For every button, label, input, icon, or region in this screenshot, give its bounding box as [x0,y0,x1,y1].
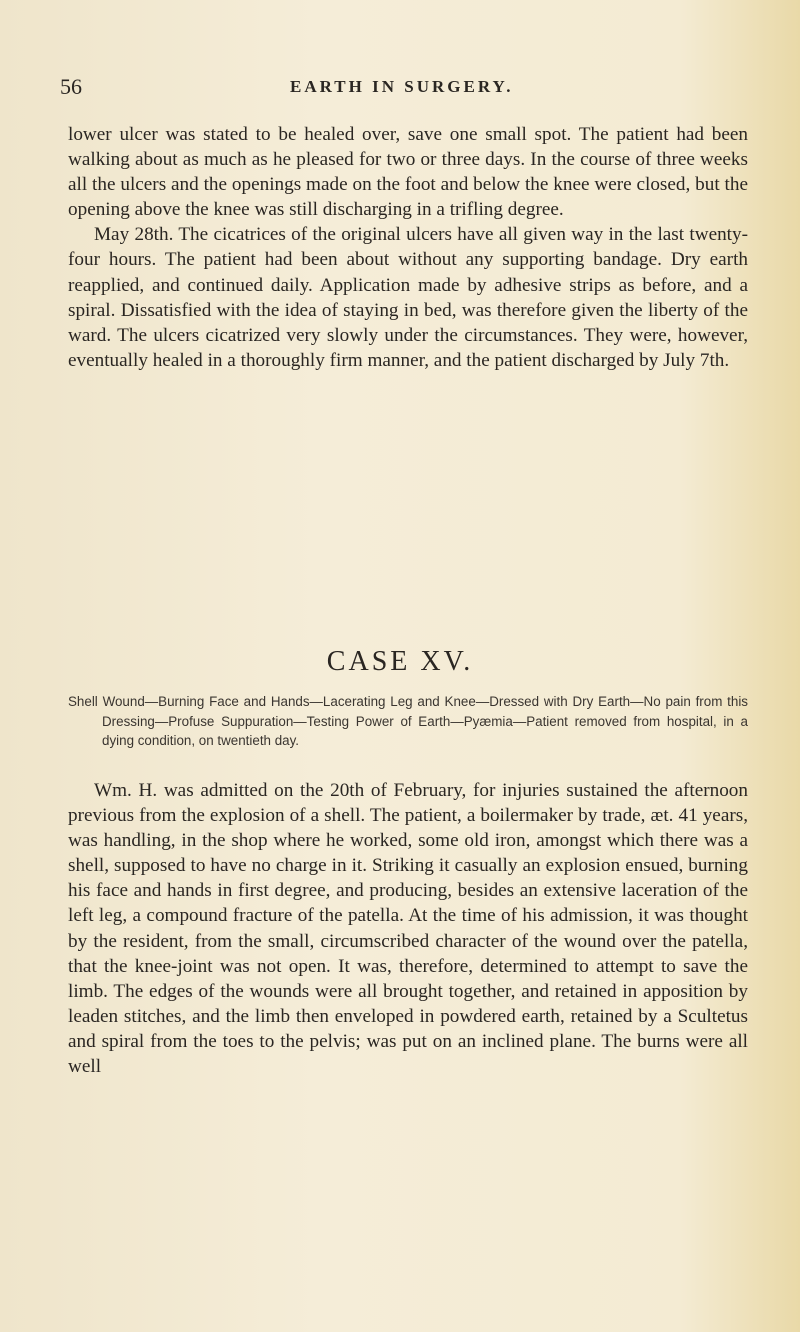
case-heading: CASE XV. [326,646,474,677]
case-summary-text: Shell Wound—Burning Face and Hands—Lacerating Leg and Knee—Dressed with Dry Earth—No pain from this Dressing—Profuse Suppuration—Testing Power of Earth—Pyæmia—Patient removed from hospital, in a dying condition, on twentieth day. [68,694,748,748]
case-summary [68,692,748,751]
paragraph: May 28th. The cicatrices of the original ulcers have all given way in the last twenty-four hours. The patient had been about without any supporting bandage. Dry earth reapplied, and continued daily. Application made by adhesive strips as before, and a spiral. Dissatisfied with the idea of staying in bed, was therefore given the liberty of the ward. The ulcers cicatrized very slowly under the circumstances. They were, however, eventually healed in a thoroughly firm manner, and the patient discharged by July 7th. [68,224,748,371]
paragraph: lower ulcer was stated to be healed over, save one small spot. The patient had been walking about as much as he pleased for two or three days. In the course of three weeks all the ulcers and the openings made on the foot and below the knee were closed, but the opening above the knee was still discharging in a trifling degree. [68,124,748,221]
running-head: EARTH IN SURGERY. [290,77,514,96]
page-number: 56 [60,74,82,99]
paragraph: Wm. H. was admitted on the 20th of February, for injuries sustained the afternoon previous from the explosion of a shell. The patient, a boilermaker by trade, æt. 41 years, was handling, in the shop where he worked, some old iron, amongst which there was a shell, supposed to have no charge in it. Striking it casually an explosion ensued, burning his face and hands in first degree, and producing, besides an extensive laceration of the left leg, a compound fracture of the patella. At the time of his admission, it was thought by the resident, from the small, circumscribed character of the wound over the patella, that the knee-joint was not open. It was, therefore, determined to attempt to save the limb. The edges of the wounds were all brought together, and retained in apposition by leaden stitches, and the limb then enveloped in powdered earth, retained by a Scultetus and spiral from the toes to the pelvis; was put on an inclined plane. The burns were all well [68,780,748,1078]
page-header [60,74,760,104]
text-block-bottom [68,778,748,1079]
text-block-top [68,122,748,373]
